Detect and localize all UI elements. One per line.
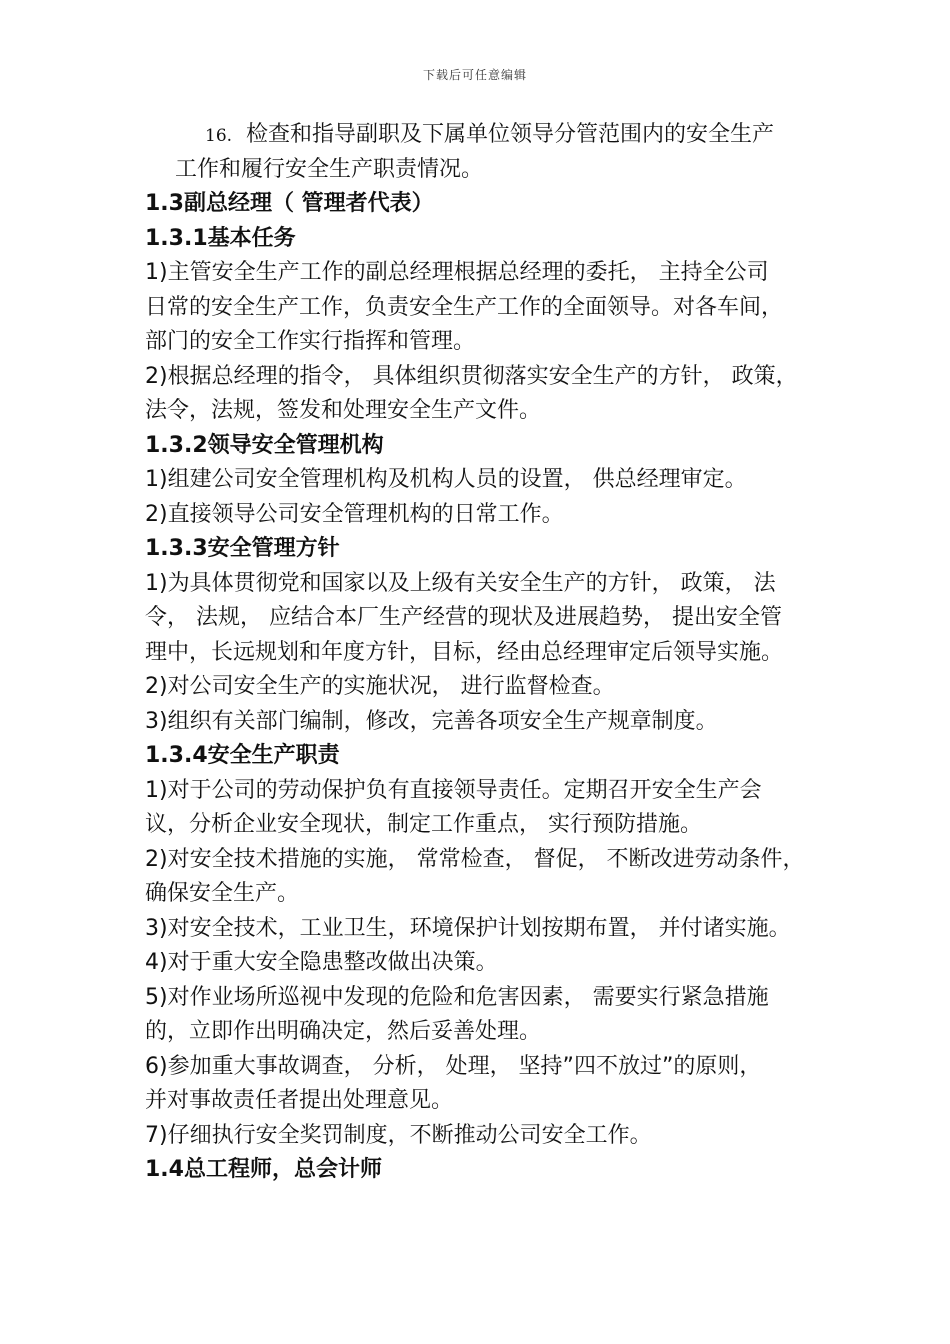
paragraph-line: 1)对于公司的劳动保护负有直接领导责任。定期召开安全生产会 bbox=[145, 777, 762, 803]
paragraph-line: 法令，法规，签发和处理安全生产文件。 bbox=[145, 398, 542, 423]
paragraph-line: 并对事故责任者提出处理意见。 bbox=[145, 1088, 454, 1113]
heading-1-4: 1.4总工程师，总会计师 bbox=[145, 1157, 382, 1182]
paragraph-line: 的，立即作出明确决定，然后妥善处理。 bbox=[145, 1019, 542, 1044]
paragraph-line: 令， 法规， 应结合本厂生产经营的现状及进展趋势， 提出安全管 bbox=[145, 605, 782, 630]
heading-1-3-4: 1.3.4安全生产职责 bbox=[145, 743, 340, 768]
paragraph-line: 2)对公司安全生产的实施状况， 进行监督检查。 bbox=[145, 674, 615, 699]
paragraph-line: 2)对安全技术措施的实施， 常常检查， 督促， 不断改进劳动条件， bbox=[145, 846, 805, 872]
page-header: 下载后可任意编辑 bbox=[422, 68, 527, 82]
paragraph-line: 6)参加重大事故调查， 分析， 处理， 坚持”四不放过”的原则， bbox=[145, 1053, 762, 1079]
paragraph-line: 日常的安全生产工作，负责安全生产工作的全面领导。对各车间， bbox=[145, 294, 784, 320]
paragraph-line: 5)对作业场所巡视中发现的危险和危害因素， 需要实行紧急措施 bbox=[145, 984, 769, 1010]
item-16-line-1 bbox=[145, 118, 815, 153]
item-16-text: 检查和指导副职及下属单位领导分管范围内的安全生产 bbox=[246, 122, 775, 147]
item-16-line-2: 工作和履行安全生产职责情况。 bbox=[175, 156, 484, 182]
heading-1-3-2: 1.3.2领导安全管理机构 bbox=[145, 432, 384, 458]
paragraph-line: 2)直接领导公司安全管理机构的日常工作。 bbox=[145, 501, 564, 527]
paragraph-line: 1)为具体贯彻党和国家以及上级有关安全生产的方针， 政策， 法 bbox=[145, 570, 776, 596]
paragraph-line: 2)根据总经理的指令， 具体组织贯彻落实安全生产的方针， 政策， bbox=[145, 363, 798, 389]
paragraph-line: 1)主管安全生产工作的副总经理根据总经理的委托， 主持全公司 bbox=[145, 260, 769, 285]
paragraph-line: 7)仔细执行安全奖罚制度，不断推动公司安全工作。 bbox=[145, 1122, 652, 1148]
heading-1-3: 1.3副总经理（ 管理者代表） bbox=[145, 191, 434, 216]
heading-1-3-1: 1.3.1基本任务 bbox=[145, 225, 296, 251]
document-body bbox=[145, 118, 815, 1188]
paragraph-line: 1)组建公司安全管理机构及机构人员的设置， 供总经理审定。 bbox=[145, 467, 747, 492]
paragraph-line: 理中，长远规划和年度方针，目标，经由总经理审定后领导实施。 bbox=[145, 639, 784, 665]
paragraph-line: 部门的安全工作实行指挥和管理。 bbox=[145, 329, 476, 354]
paragraph-line: 3)对安全技术，工业卫生，环境保护计划按期布置， 并付诸实施。 bbox=[145, 915, 791, 941]
paragraph-line: 确保安全生产。 bbox=[145, 881, 300, 906]
paragraph-line: 4)对于重大安全隐患整改做出决策。 bbox=[145, 950, 498, 975]
heading-1-3-3: 1.3.3安全管理方针 bbox=[145, 536, 340, 561]
item-16-number: 16. bbox=[205, 126, 233, 146]
paragraph-line: 议，分析企业安全现状，制定工作重点， 实行预防措施。 bbox=[145, 812, 702, 837]
paragraph-line: 3)组织有关部门编制，修改，完善各项安全生产规章制度。 bbox=[145, 708, 718, 734]
